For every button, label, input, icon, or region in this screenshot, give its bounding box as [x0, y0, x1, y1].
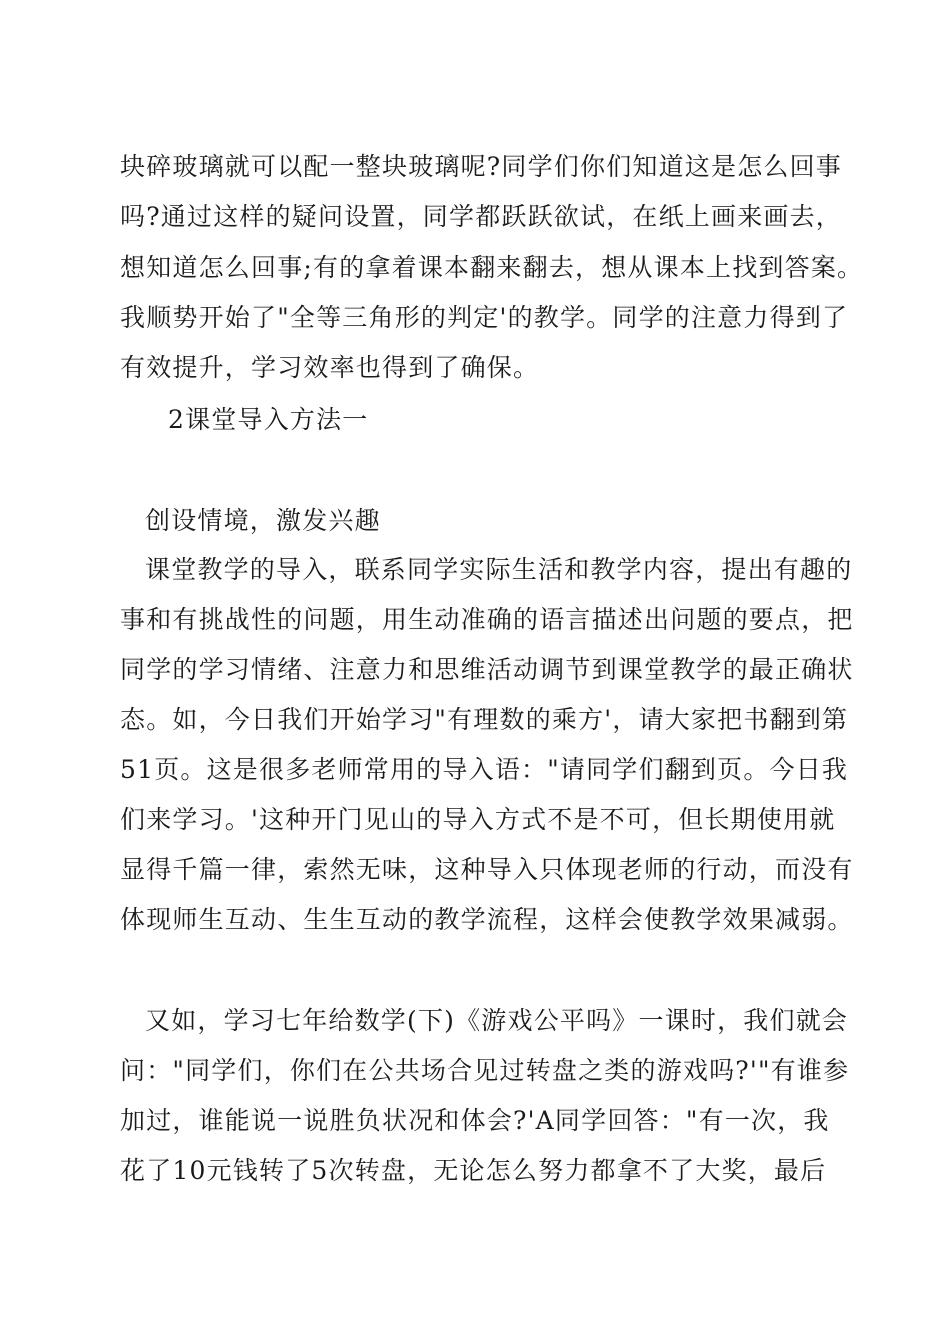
text-line: 想知道怎么回事;有的拿着课本翻来翻去，想从课本上找到答案。	[120, 253, 864, 282]
text-line: 块碎玻璃就可以配一整块玻璃呢?同学们你们知道这是怎么回事	[120, 152, 843, 181]
text-line: 花了10元钱转了5次转盘，无论怎么努力都拿不了大奖，最后	[120, 1156, 827, 1185]
text-line: 又如，学习七年给数学(下)《游戏公平吗》一课时，我们就会	[145, 1006, 849, 1035]
text-line: 课堂教学的导入，联系同学实际生活和教学内容，提出有趣的	[145, 555, 853, 584]
text-line: 加过，谁能说一说胜负状况和体会?'A同学回答："有一次，我	[120, 1106, 830, 1135]
text-line: 51页。这是很多老师常用的导入语："请同学们翻到页。今日我	[120, 755, 849, 784]
text-line: 我顺势开始了"全等三角形的判定'的教学。同学的注意力得到了	[120, 303, 849, 332]
text-line: 问："同学们，你们在公共场合见过转盘之类的游戏吗?'"有谁参	[120, 1056, 850, 1085]
text-line: 同学的学习情绪、注意力和思维活动调节到课堂教学的最正确状	[120, 655, 854, 684]
text-line: 有效提升，学习效率也得到了确保。	[120, 353, 540, 382]
text-line: 吗?通过这样的疑问设置，同学都跃跃欲试，在纸上画来画去，	[120, 202, 843, 231]
text-line: 事和有挑战性的问题，用生动准确的语言描述出问题的要点，把	[120, 605, 854, 634]
text-line: 们来学习。'这种开门见山的导入方式不是不可，但长期使用就	[120, 805, 836, 834]
subheading: 创设情境，激发兴趣	[145, 506, 381, 535]
text-line: 显得千篇一律，索然无味，这种导入只体现老师的行动，而没有	[120, 855, 854, 884]
text-line: 态。如，今日我们开始学习"有理数的乘方'，请大家把书翻到第	[120, 705, 849, 734]
text-line: 体现师生互动、生生互动的教学流程，这样会使教学效果减弱。	[120, 905, 854, 934]
section-heading: 2课堂导入方法一	[168, 405, 369, 434]
